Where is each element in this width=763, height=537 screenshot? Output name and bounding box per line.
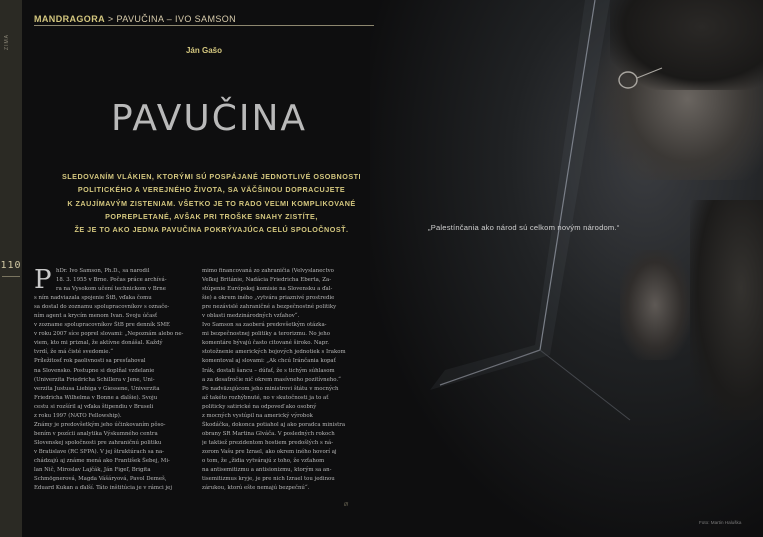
breadcrumb-separator: > [105,14,117,24]
body-line: zárukou, ktorú ešte nemajú bezpečnú“. [202,485,310,492]
body-line: je taktiež prezidentom hostiem predošlých s ná- [202,439,334,446]
divider [2,276,20,277]
body-line: o tom, že „židia vytvárajú z toho, že vzťahom [202,457,325,464]
body-column-1 [34,267,188,493]
portrait-hand [620,250,690,360]
lead-line: POLITICKÉHO A VEREJNÉHO ŽIVOTA, SA VÄČŠINOU DOPRACUJETE [77,185,346,195]
body-line: tisemitizmus kryje, je pre nich Izrael tou jedinou [202,476,335,483]
body-line: komentáre bývajú často citované široko. Napr. [202,340,329,347]
breadcrumb-section: MANDRAGORA [34,14,105,24]
body-line: Irák, dostali šancu – dúfať, že s tichým súhlasom [202,367,335,374]
breadcrumb-topic: PAVUČINA – IVO SAMSON [116,14,237,24]
body-line: Príležitosť rok paolivnosti sa presťahoval [34,358,146,365]
body-line: Schmögnerová, Magda Vášáryová, Pavol Demeš, [34,476,167,483]
body-line: Eduard Kukan a ďalší. Táto inštitúcia je v rámci jej [34,485,172,492]
lead-paragraph [34,170,389,236]
body-line: stúpenie Európskej komisie na Slovensku a ďal- [202,286,333,293]
body-line: ra na Vysokom učení technickom v Brne [56,286,166,293]
body-line: verzita Justusa Liebiga v Giessene, Univerzita [34,385,160,392]
body-line: až takéto rozhýbnuté, no v skutočnosti ja to ať [202,394,329,401]
body-line: zorom Vašu pre Izrael, ako okrem iného hovorí aj [202,448,337,455]
body-line: Po nadväzujúcom jeho ministrovi štátu v mocných [202,385,339,392]
breadcrumb [34,14,236,24]
body-line: a za desaťročie nič okrem masívneho pozitívneho.“ [202,376,341,383]
body-line: tvrdí, že má čisté svedomie.“ [34,349,113,356]
page-title: PAVUČINA [110,98,308,139]
lead-line: ŽE JE TO AKO JEDNA PAVUČINA POKRÝVAJÚCA CELÚ SPOLOČNOSŤ. [74,225,349,235]
body-line: šie) a okrem iného „vytvára priaznivé prostredie [202,295,335,302]
spine-label: ZIMA [4,34,10,50]
page-number: 110 [0,260,22,271]
drop-cap: P [34,265,52,295]
body-line: v roku 2007 síce poprel slovami: „Nepoznám alebo ne- [34,331,184,338]
arm-shadow [690,200,763,420]
body-line: cestu si rozšíril aj vďaka štipendiu v Bruseli [34,403,154,410]
body-line: politicky satirické na odpoveď ako osobný [202,403,317,410]
body-line: na antisemitizmu a antisionizmu, ktorým sa an- [202,467,332,474]
lead-line: K ZAUJÍMAVÝM ZISTENIAM. VŠETKO JE TO RADO VEĽMI KOMPLIKOVANÉ [67,198,356,208]
body-line: 18. 3. 1955 v Brne. Počas práce archívá- [56,277,167,284]
body-line: lan Nič, Miroslav Lajčák, Ján Figeľ, Brigita [34,467,151,474]
body-line: na Slovensko. Postupne si doplňal vzdelanie [34,367,155,374]
glasses-icon [616,66,664,92]
lead-line: POPREPLETANÉ, AVŠAK PRI TROŠKE SNAHY ZISTÍTE, [105,211,318,221]
end-mark: /// [344,502,349,508]
body-line: mimo financovaná zo zahraničia (Velvyslanectvo [202,268,334,274]
author-name: Ján Gašo [185,46,222,55]
body-line: v oblasti medzinárodných vzťahov“. [202,313,300,320]
body-line: (Univerzita Friedricha Schillera v Jene, Uni- [34,376,155,383]
photo-credit: Foto: Martin Haluška [699,520,742,525]
body-line: komentoval aj slovami: „Ak chcú Iránčania kopať [202,358,336,365]
lead-line: SLEDOVANÍM VLÁKIEN, KTORÝMI SÚ POSPÁJANÉ JEDNOTLIVÉ OSOBNOSTI [62,172,361,181]
body-line: viem, kto mi priznal, že aktívne donášal. Každý [34,340,163,347]
body-line: Veľkej Británie, Nadácia Friedricha Eberta, Za- [202,277,332,284]
body-line: z roku 1997 (NATO Fellowship). [34,412,122,419]
body-line: ním agent a krycím menom Ivan. Svoju účasť [34,313,158,320]
body-line: Škodáčka, dokonca potiahol aj ako poradca ministra [202,421,346,428]
body-line: sa dostal do zoznamu spolupracovníkov s označe- [34,304,170,311]
body-line: hDr. Ivo Samson, Ph.D., sa narodil [56,268,150,274]
body-line: mi bezpečnostnej politiky a terorizmu. No jeho [202,331,330,338]
header-rule [34,25,374,26]
body-line: pre nezávislé zahraničné a bezpečnostné politiky [202,304,337,311]
body-line: Friedricha Wilhelma v Bonne a ďalšie). Svoju [34,394,158,401]
body-line: obrany SR Martina Glváča. V posledných rokoch [202,430,335,437]
body-line: stotožnenie amerických bojových jednotiek s Irakom [202,349,346,356]
body-line: v Bratislave (RC SFPA). V jej štruktúrach sa na- [34,448,164,455]
body-line: Známy je predovšetkým jeho účinkovaním pôso- [34,421,166,428]
body-line: v zozname spolupracovníkov ŠtB pre denník SME [34,322,170,329]
pull-quote: „Palestínčania ako národ sú celkom novým národom.“ [428,223,620,232]
body-column-2 [202,267,355,493]
body-line: s ním nadviazala spojenie ŠtB, vďaka čomu [34,295,152,302]
body-line: chádzajú aj známe mená ako František Šebej, Mi- [34,457,170,464]
body-line: bením v pozícii analytika Výskumného centra [34,430,158,437]
body-line: Slovenskej spoločnosti pre zahraničnú politiku [34,439,162,446]
body-line: Ivo Samson sa zaoberá predovšetkým otázka- [202,322,327,329]
body-line: z mocných vystúpil na americký výrobok [202,412,313,419]
